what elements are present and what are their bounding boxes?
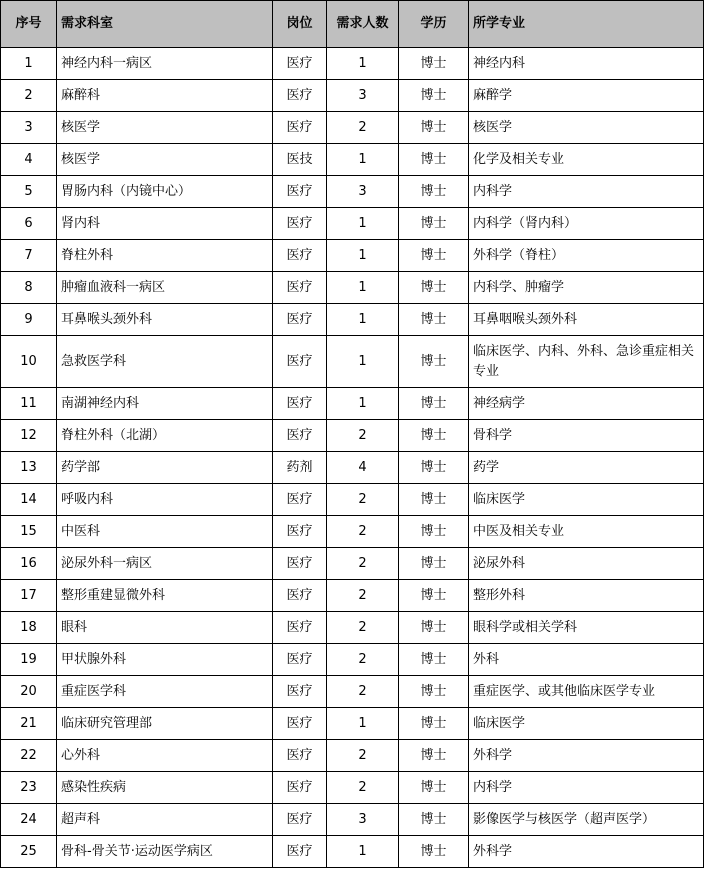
cell-degree: 博士: [399, 612, 469, 644]
cell-index: 22: [1, 740, 57, 772]
cell-index: 4: [1, 144, 57, 176]
cell-degree: 博士: [399, 772, 469, 804]
table-row: [1, 676, 704, 708]
cell-position: 医疗: [273, 304, 327, 336]
cell-department: 骨科-骨关节·运动医学病区: [57, 836, 273, 868]
cell-index: 23: [1, 772, 57, 804]
cell-position: 医疗: [273, 836, 327, 868]
table-row: [1, 240, 704, 272]
table-row: [1, 644, 704, 676]
cell-department: 胃肠内科（内镜中心）: [57, 176, 273, 208]
cell-degree: 博士: [399, 240, 469, 272]
cell-major: 神经病学: [469, 388, 704, 420]
cell-department: 肿瘤血液科一病区: [57, 272, 273, 304]
table-row: [1, 304, 704, 336]
table-row: [1, 112, 704, 144]
cell-index: 8: [1, 272, 57, 304]
cell-major: 眼科学或相关学科: [469, 612, 704, 644]
cell-position: 医疗: [273, 272, 327, 304]
cell-department: 急救医学科: [57, 336, 273, 388]
cell-position: 药剂: [273, 452, 327, 484]
cell-headcount: 3: [327, 804, 399, 836]
cell-headcount: 1: [327, 708, 399, 740]
table-row: [1, 708, 704, 740]
cell-position: 医疗: [273, 48, 327, 80]
cell-index: 18: [1, 612, 57, 644]
cell-department: 泌尿外科一病区: [57, 548, 273, 580]
cell-headcount: 4: [327, 452, 399, 484]
cell-degree: 博士: [399, 516, 469, 548]
table-row: [1, 548, 704, 580]
cell-degree: 博士: [399, 388, 469, 420]
cell-position: 医疗: [273, 772, 327, 804]
cell-major: 内科学: [469, 176, 704, 208]
cell-major: 药学: [469, 452, 704, 484]
cell-degree: 博士: [399, 208, 469, 240]
cell-headcount: 2: [327, 548, 399, 580]
cell-position: 医疗: [273, 388, 327, 420]
cell-degree: 博士: [399, 740, 469, 772]
cell-major: 骨科学: [469, 420, 704, 452]
cell-position: 医疗: [273, 484, 327, 516]
cell-degree: 博士: [399, 48, 469, 80]
cell-major: 内科学: [469, 772, 704, 804]
table-row: [1, 176, 704, 208]
cell-major: 临床医学: [469, 708, 704, 740]
cell-position: 医疗: [273, 516, 327, 548]
table-row: [1, 208, 704, 240]
cell-position: 医疗: [273, 208, 327, 240]
cell-position: 医疗: [273, 676, 327, 708]
cell-department: 药学部: [57, 452, 273, 484]
cell-department: 南湖神经内科: [57, 388, 273, 420]
cell-degree: 博士: [399, 304, 469, 336]
cell-position: 医疗: [273, 112, 327, 144]
cell-headcount: 2: [327, 644, 399, 676]
table-header: [1, 1, 704, 48]
table-row: [1, 484, 704, 516]
cell-degree: 博士: [399, 112, 469, 144]
cell-headcount: 2: [327, 484, 399, 516]
cell-major: 内科学、肿瘤学: [469, 272, 704, 304]
table-row: [1, 772, 704, 804]
cell-position: 医疗: [273, 708, 327, 740]
table-row: [1, 144, 704, 176]
cell-department: 神经内科一病区: [57, 48, 273, 80]
cell-major: 神经内科: [469, 48, 704, 80]
cell-index: 25: [1, 836, 57, 868]
cell-headcount: 2: [327, 420, 399, 452]
cell-major: 外科学（脊柱）: [469, 240, 704, 272]
cell-index: 16: [1, 548, 57, 580]
cell-headcount: 2: [327, 740, 399, 772]
cell-major: 内科学（肾内科）: [469, 208, 704, 240]
cell-department: 感染性疾病: [57, 772, 273, 804]
cell-index: 15: [1, 516, 57, 548]
cell-index: 10: [1, 336, 57, 388]
cell-headcount: 2: [327, 676, 399, 708]
cell-department: 麻醉科: [57, 80, 273, 112]
cell-degree: 博士: [399, 484, 469, 516]
table-row: [1, 580, 704, 612]
cell-major: 泌尿外科: [469, 548, 704, 580]
cell-major: 麻醉学: [469, 80, 704, 112]
cell-index: 3: [1, 112, 57, 144]
cell-department: 眼科: [57, 612, 273, 644]
table-row: [1, 80, 704, 112]
cell-headcount: 1: [327, 272, 399, 304]
cell-degree: 博士: [399, 708, 469, 740]
cell-headcount: 2: [327, 612, 399, 644]
cell-index: 21: [1, 708, 57, 740]
cell-department: 心外科: [57, 740, 273, 772]
cell-major: 重症医学、或其他临床医学专业: [469, 676, 704, 708]
cell-headcount: 3: [327, 176, 399, 208]
table-row: [1, 804, 704, 836]
header-degree: 学历: [399, 1, 469, 48]
cell-index: 7: [1, 240, 57, 272]
cell-position: 医疗: [273, 336, 327, 388]
cell-index: 5: [1, 176, 57, 208]
cell-department: 脊柱外科（北湖）: [57, 420, 273, 452]
cell-position: 医疗: [273, 580, 327, 612]
table-row: [1, 336, 704, 388]
cell-index: 14: [1, 484, 57, 516]
cell-major: 临床医学、内科、外科、急诊重症相关专业: [469, 336, 704, 388]
cell-headcount: 2: [327, 580, 399, 612]
cell-department: 重症医学科: [57, 676, 273, 708]
table-row: [1, 516, 704, 548]
cell-index: 1: [1, 48, 57, 80]
header-index: 序号: [1, 1, 57, 48]
cell-index: 9: [1, 304, 57, 336]
cell-headcount: 1: [327, 240, 399, 272]
cell-department: 呼吸内科: [57, 484, 273, 516]
cell-position: 医疗: [273, 644, 327, 676]
header-headcount: 需求人数: [327, 1, 399, 48]
table-row: [1, 272, 704, 304]
cell-major: 外科: [469, 644, 704, 676]
cell-index: 24: [1, 804, 57, 836]
cell-position: 医疗: [273, 548, 327, 580]
cell-index: 20: [1, 676, 57, 708]
header-department: 需求科室: [57, 1, 273, 48]
cell-headcount: 1: [327, 304, 399, 336]
cell-major: 核医学: [469, 112, 704, 144]
cell-headcount: 1: [327, 388, 399, 420]
cell-department: 整形重建显微外科: [57, 580, 273, 612]
cell-index: 2: [1, 80, 57, 112]
cell-headcount: 1: [327, 48, 399, 80]
cell-headcount: 3: [327, 80, 399, 112]
cell-headcount: 1: [327, 336, 399, 388]
table-row: [1, 420, 704, 452]
cell-major: 外科学: [469, 740, 704, 772]
cell-headcount: 1: [327, 836, 399, 868]
cell-index: 19: [1, 644, 57, 676]
table-row: [1, 452, 704, 484]
cell-position: 医疗: [273, 740, 327, 772]
cell-degree: 博士: [399, 176, 469, 208]
cell-headcount: 2: [327, 112, 399, 144]
cell-department: 中医科: [57, 516, 273, 548]
cell-department: 核医学: [57, 112, 273, 144]
cell-department: 肾内科: [57, 208, 273, 240]
cell-degree: 博士: [399, 420, 469, 452]
cell-position: 医技: [273, 144, 327, 176]
cell-degree: 博士: [399, 272, 469, 304]
cell-major: 外科学: [469, 836, 704, 868]
cell-position: 医疗: [273, 804, 327, 836]
cell-major: 整形外科: [469, 580, 704, 612]
table-row: [1, 48, 704, 80]
cell-headcount: 1: [327, 208, 399, 240]
cell-department: 临床研究管理部: [57, 708, 273, 740]
cell-degree: 博士: [399, 452, 469, 484]
cell-degree: 博士: [399, 336, 469, 388]
cell-index: 13: [1, 452, 57, 484]
cell-major: 耳鼻咽喉头颈外科: [469, 304, 704, 336]
cell-headcount: 2: [327, 516, 399, 548]
cell-degree: 博士: [399, 836, 469, 868]
cell-index: 6: [1, 208, 57, 240]
cell-degree: 博士: [399, 548, 469, 580]
table-row: [1, 612, 704, 644]
cell-major: 中医及相关专业: [469, 516, 704, 548]
table-row: [1, 836, 704, 868]
table-body: [1, 48, 704, 868]
cell-major: 化学及相关专业: [469, 144, 704, 176]
cell-department: 耳鼻喉头颈外科: [57, 304, 273, 336]
cell-degree: 博士: [399, 580, 469, 612]
cell-position: 医疗: [273, 176, 327, 208]
table-row: [1, 388, 704, 420]
cell-position: 医疗: [273, 420, 327, 452]
cell-index: 17: [1, 580, 57, 612]
header-position: 岗位: [273, 1, 327, 48]
cell-index: 11: [1, 388, 57, 420]
cell-degree: 博士: [399, 80, 469, 112]
cell-index: 12: [1, 420, 57, 452]
cell-headcount: 2: [327, 772, 399, 804]
table-row: [1, 740, 704, 772]
cell-position: 医疗: [273, 80, 327, 112]
cell-position: 医疗: [273, 612, 327, 644]
cell-department: 超声科: [57, 804, 273, 836]
cell-degree: 博士: [399, 144, 469, 176]
cell-major: 临床医学: [469, 484, 704, 516]
cell-position: 医疗: [273, 240, 327, 272]
header-major: 所学专业: [469, 1, 704, 48]
cell-major: 影像医学与核医学（超声医学）: [469, 804, 704, 836]
cell-headcount: 1: [327, 144, 399, 176]
cell-department: 甲状腺外科: [57, 644, 273, 676]
cell-degree: 博士: [399, 676, 469, 708]
header-row: [1, 1, 704, 48]
cell-degree: 博士: [399, 804, 469, 836]
cell-degree: 博士: [399, 644, 469, 676]
cell-department: 脊柱外科: [57, 240, 273, 272]
cell-department: 核医学: [57, 144, 273, 176]
